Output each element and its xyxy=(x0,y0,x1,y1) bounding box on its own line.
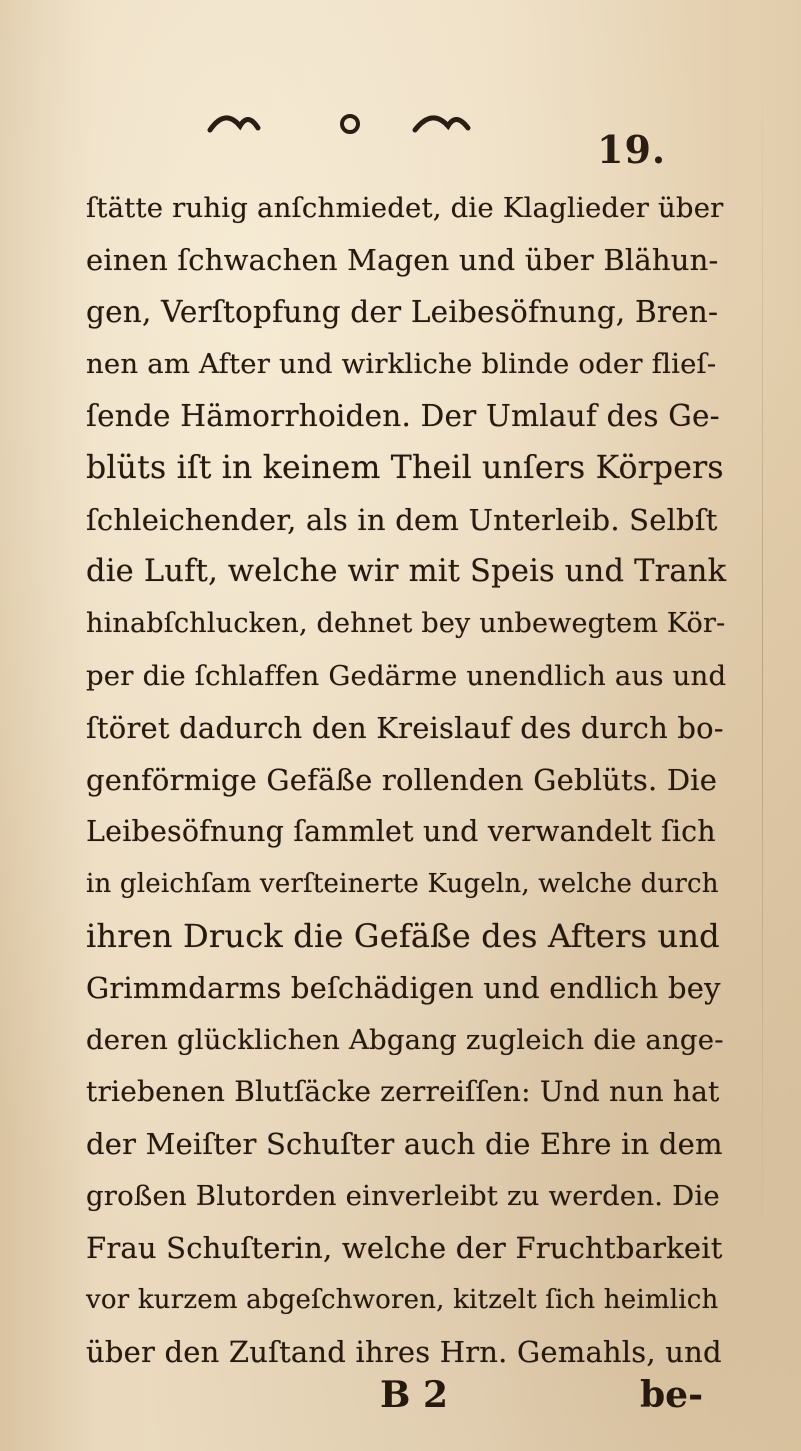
text-line: die Luft, welche wir mit Speis und Trank xyxy=(86,554,727,589)
page-number: 19. xyxy=(597,127,667,172)
text-line: ſende Hämorrhoiden. Der Umlauf des Ge- xyxy=(86,399,720,433)
text-line: ſchleichender, als in dem Unterleib. Selbſt xyxy=(86,503,718,537)
text-line: in gleichſam verſteinerte Kugeln, welche durch xyxy=(86,869,719,899)
catchword: be- xyxy=(640,1374,704,1416)
text-line: Grimmdarms beſchädigen und endlich bey xyxy=(86,971,721,1005)
page-footer xyxy=(0,1374,801,1424)
signature-mark: B 2 xyxy=(380,1374,449,1416)
text-line: hinabſchlucken, dehnet bey unbewegtem Kör- xyxy=(86,608,726,639)
text-line: ſtätte ruhig anſchmiedet, die Klaglieder über xyxy=(86,192,724,224)
text-line: Leibesöfnung ſammlet und verwandelt ſich xyxy=(86,815,716,848)
text-line: gen, Verſtopfung der Leibesöfnung, Bren- xyxy=(86,295,719,329)
text-line: genförmige Gefäße rollenden Geblüts. Die xyxy=(86,763,718,797)
text-line: blüts iſt in keinem Theil unſers Körpers xyxy=(86,450,724,486)
ornament-left-icon xyxy=(210,118,258,130)
text-line: triebenen Blutſäcke zerreiſſen: Und nun hat xyxy=(86,1075,720,1108)
ornament-right-icon xyxy=(415,118,468,130)
text-line: großen Blutorden einverleibt zu werden. Die xyxy=(86,1180,720,1212)
text-line: deren glücklichen Abgang zugleich die ange- xyxy=(86,1024,724,1056)
text-line: der Meiſter Schuſter auch die Ehre in dem xyxy=(86,1127,723,1161)
text-line: Frau Schuſterin, welche der Fruchtbarkeit xyxy=(86,1231,723,1265)
text-line: nen am After und wirkliche blinde oder flieſ- xyxy=(86,348,717,380)
text-line: vor kurzem abgeſchworen, kitzelt ſich heimlich xyxy=(86,1285,719,1315)
text-line: einen ſchwachen Magen und über Blähun- xyxy=(86,243,719,277)
ornament-center-icon xyxy=(342,116,358,132)
text-line: ſtöret dadurch den Kreislauf des durch bo- xyxy=(86,711,724,745)
body-text xyxy=(86,182,727,1378)
header-ornament xyxy=(200,100,500,140)
text-line: über den Zuſtand ihres Hrn. Gemahls, und xyxy=(86,1335,722,1369)
page-fold xyxy=(762,60,763,1260)
text-line: ihren Druck die Gefäße des Afters und xyxy=(86,917,720,955)
text-line: per die ſchlaffen Gedärme unendlich aus und xyxy=(86,660,727,692)
